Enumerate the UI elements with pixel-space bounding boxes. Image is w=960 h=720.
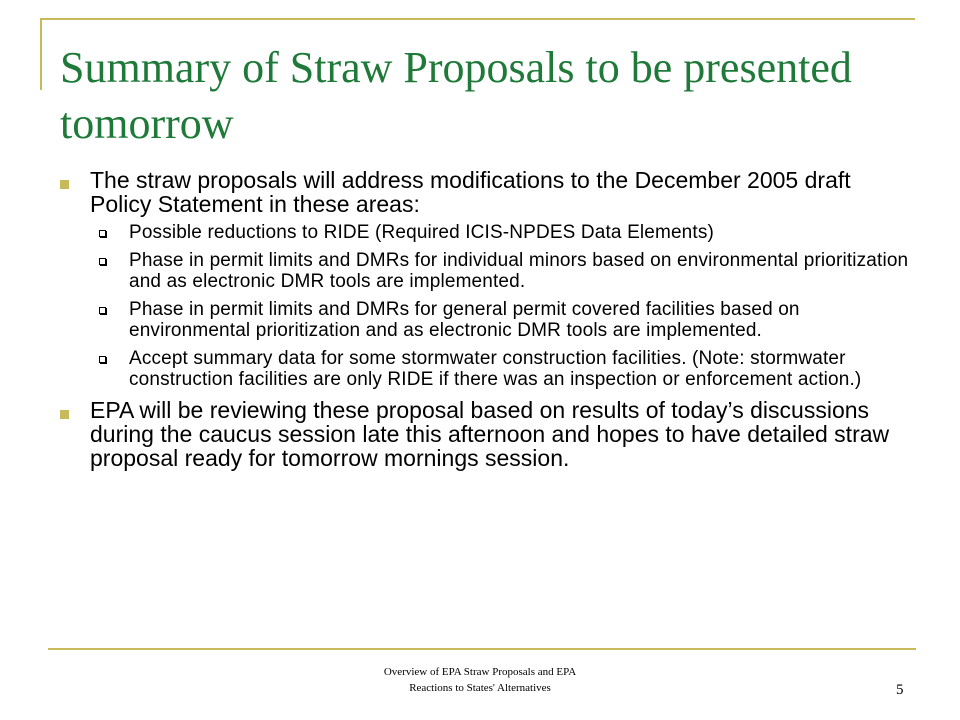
sub-bullet-2 xyxy=(58,250,918,292)
frame-top-rule xyxy=(40,18,915,20)
sub-bullet-4 xyxy=(58,348,918,390)
sub-bullet-1 xyxy=(58,222,918,243)
hollow-square-bullet-icon xyxy=(99,356,106,363)
hollow-square-bullet-icon xyxy=(99,307,106,314)
bullet-1-text: The straw proposals will address modifications to the December 2005 draft Policy Statement in these areas: xyxy=(90,167,851,217)
hollow-square-bullet-icon xyxy=(99,230,106,237)
slide-title: Summary of Straw Proposals to be presented tomorrow xyxy=(60,43,852,148)
bullet-1 xyxy=(58,168,918,216)
sub-bullet-2-text: Phase in permit limits and DMRs for individual minors based on environmental prioritization and as electronic DMR tools are implemented. xyxy=(129,250,909,292)
bullet-2 xyxy=(58,398,918,470)
sub-bullet-3-text: Phase in permit limits and DMRs for general permit covered facilities based on environmental prioritization and as electronic DMR tools are implemented. xyxy=(129,299,800,341)
frame-left-rule xyxy=(40,18,42,90)
bullet-2-text: EPA will be reviewing these proposal based on results of today’s discussions during the caucus session late this afternoon and hopes to have detailed straw proposal ready for tomorrow mornings session. xyxy=(90,397,890,471)
square-bullet-icon xyxy=(60,410,69,419)
sub-bullet-1-text: Possible reductions to RIDE (Required ICIS-NPDES Data Elements) xyxy=(129,222,714,243)
sub-bullet-list xyxy=(58,222,918,390)
footer-line-2: Reactions to States' Alternatives xyxy=(409,682,551,694)
footer-caption xyxy=(300,664,660,696)
hollow-square-bullet-icon xyxy=(99,258,106,265)
footer-rule xyxy=(48,648,916,650)
slide-body xyxy=(58,168,918,470)
footer-line-1: Overview of EPA Straw Proposals and EPA xyxy=(383,666,577,678)
page-number: 5 xyxy=(896,682,904,698)
square-bullet-icon xyxy=(60,180,69,189)
sub-bullet-4-text: Accept summary data for some stormwater construction facilities. (Note: stormwater construction facilities are only RIDE if there was an inspection or enforcement action.) xyxy=(129,348,862,390)
sub-bullet-3 xyxy=(58,299,918,341)
